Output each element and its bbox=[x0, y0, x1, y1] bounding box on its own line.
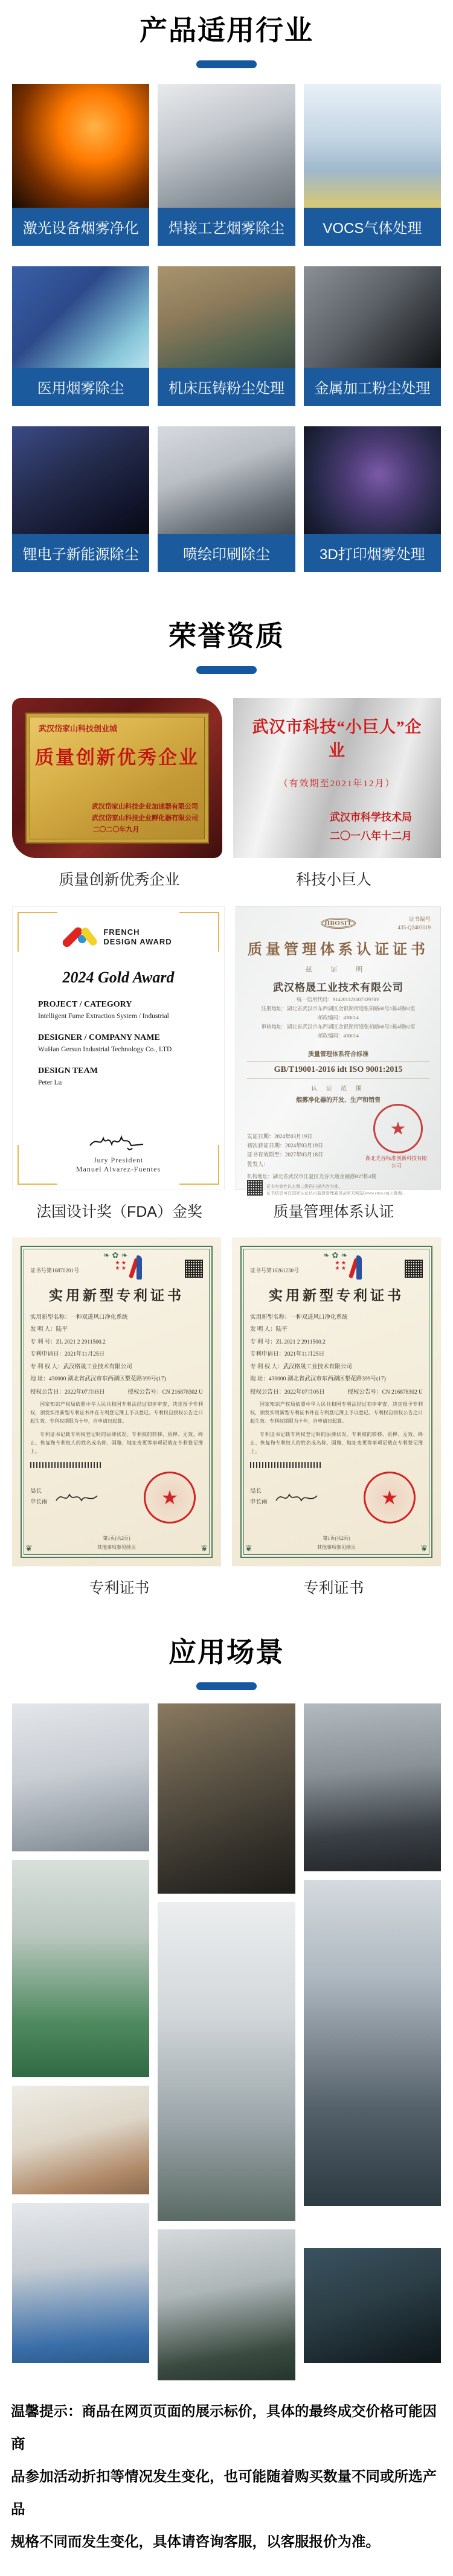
gold-corner-decoration bbox=[179, 912, 219, 952]
patent-title: 实用新型专利证书 bbox=[269, 1288, 404, 1303]
scope-label: 认 证 范 围 bbox=[311, 1086, 365, 1092]
certificate-title: 质量管理体系认证证书 bbox=[248, 942, 429, 958]
caption-row bbox=[0, 1576, 453, 1598]
industries-grid bbox=[0, 68, 453, 572]
patent-certificate-2 bbox=[232, 1237, 441, 1566]
fda-logo-icon bbox=[65, 924, 97, 950]
prove-text: 兹 证 明 bbox=[305, 966, 371, 973]
application-photo-dark-cabinet-conveyor bbox=[304, 2248, 441, 2363]
gold-plate bbox=[25, 713, 209, 844]
page-title-industries: 产品适用行业 bbox=[140, 14, 313, 46]
industry-card bbox=[304, 84, 441, 246]
chief-name: 申长雨 bbox=[250, 1499, 268, 1505]
gold-corner-decoration bbox=[179, 1145, 219, 1185]
certificate-notes: 证书有效性以左侧二维码扫描内容为准。 证书信息可在国家认证认可监督管理委员会官方网站(www.cnca.cn)上查询。 bbox=[266, 1184, 406, 1196]
plaque-row bbox=[0, 698, 453, 858]
field-label: DESIGNER / COMPANY NAME bbox=[38, 1033, 160, 1042]
industry-label: 3D打印烟雾处理 bbox=[304, 534, 441, 572]
caption-row bbox=[0, 868, 453, 889]
continuation-note: 其他事项参见续页 bbox=[97, 1545, 136, 1550]
corner-flourish: ❦ bbox=[420, 1545, 428, 1554]
field-value: Intelligent Fume Extraction System / Industrial bbox=[38, 1013, 169, 1020]
certificate-caption: 法国设计奖（FDA）金奖 bbox=[36, 1203, 202, 1220]
certificate-bottom bbox=[247, 1104, 429, 1169]
ornament-decoration: ❧✿❧ bbox=[103, 1251, 130, 1260]
patent-fields: 实用新型名称：一种双进风口净化系统 发 明 人：陆平 专 利 号：ZL 2021 2 2911500.2 专利申请日：2021年11月25日 专 利 权 人：武汉格晟工业技术有限公司 地 址：430000 湖北省武汉市东西湖区梨花路399号(17) bbox=[250, 1315, 386, 1383]
red-seal-block bbox=[365, 1104, 429, 1169]
fda-logo-text-2: DESIGN AWARD bbox=[103, 937, 172, 946]
application-photo-steel-line-coder bbox=[158, 2229, 295, 2380]
patent-paragraph: 专利证书记载专利权登记时的法律状况。专利权的转移、质押、无效、终止、恢复和专利权人的姓名或名称、国籍、地址变更等事项记载在专利登记簿上。 bbox=[250, 1431, 423, 1454]
application-photo-laser-coder-line bbox=[12, 1703, 149, 1851]
industry-label: VOCS气体处理 bbox=[304, 208, 441, 246]
industry-label: 焊接工艺烟雾除尘 bbox=[158, 208, 295, 246]
page-title-honors: 荣誉资质 bbox=[169, 620, 284, 652]
company-name: 武汉格晟工业技术有限公司 bbox=[273, 982, 403, 993]
industry-card bbox=[158, 266, 295, 406]
designer-company-block bbox=[38, 1033, 172, 1053]
footer-line: 温馨提示：商品在网页页面的展示标价，具体的最终成交价格可能因商 bbox=[11, 2403, 437, 2452]
gold-corner-decoration bbox=[18, 1145, 57, 1185]
title-underline-bar bbox=[196, 666, 257, 674]
standard-value: GB/T19001-2016 idt ISO 9001:2015 bbox=[247, 1062, 429, 1078]
project-category-block bbox=[38, 1000, 169, 1020]
qr-code-icon bbox=[185, 1260, 203, 1278]
quality-management-certificate bbox=[236, 906, 441, 1196]
plaque-header: 武汉岱家山科技创业城 bbox=[39, 724, 118, 733]
plaque-company-1: 武汉岱家山科技企业加速器有限公司 bbox=[92, 803, 198, 810]
design-team-block bbox=[38, 1066, 98, 1086]
chief-signature-block bbox=[30, 1472, 203, 1523]
medical-lab-photo bbox=[12, 266, 149, 368]
application-photo-bottling-warehouse bbox=[12, 2203, 149, 2363]
footer-line: 规格不同而发生变化，具体请咨询客服，以客服报价为准。 bbox=[11, 2534, 380, 2549]
application-photo-green-floor-workshop bbox=[12, 1860, 149, 2077]
section-honors bbox=[0, 606, 453, 1598]
red-seal-icon: ★ bbox=[373, 1104, 423, 1153]
org-address: 机构地址：湖北省武汉市江夏区光谷大道金融港B27栋4楼 bbox=[247, 1173, 376, 1179]
chief-label: 局长 bbox=[250, 1488, 262, 1495]
industry-label: 机床压铸粉尘处理 bbox=[158, 368, 295, 406]
industry-label: 喷绘印刷除尘 bbox=[158, 534, 295, 572]
plaque-issuer: 武汉市科学技术局 bbox=[330, 812, 412, 823]
cnipa-logo-icon: ★ ★ ★ ★ bbox=[114, 1255, 150, 1282]
signature-name: Manuel Alvarez-Fuentes bbox=[76, 1165, 161, 1173]
title-underline-bar bbox=[196, 1682, 257, 1690]
signature-role: Jury President bbox=[93, 1156, 144, 1164]
qr-note-block bbox=[247, 1180, 429, 1197]
steel-award-plaque bbox=[233, 698, 441, 858]
industry-label: 锂电子新能源除尘 bbox=[12, 534, 149, 572]
certificate-caption: 专利证书 bbox=[89, 1580, 150, 1597]
warm-tips-footer bbox=[0, 2380, 453, 2576]
photo-column-1 bbox=[12, 1703, 149, 2380]
plaque-date: 二〇二〇年九月 bbox=[92, 826, 140, 833]
cnipa-logo-icon: ★ ★ ★ ★ bbox=[334, 1255, 370, 1282]
certificate-caption: 质量管理体系认证 bbox=[273, 1203, 394, 1220]
signature-icon bbox=[53, 1488, 101, 1507]
caption-row bbox=[0, 1200, 453, 1222]
laser-cutting-sparks-photo bbox=[12, 84, 149, 208]
patent-paragraph: 国家知识产权局依照中华人民共和国专利法经过初步审查，决定授予专利权，颁发实用新型专利证书并在专利登记簿上予以登记。专利权自授权公告之日起生效。专利权期限为十年，自申请日起算。 bbox=[30, 1401, 203, 1424]
registered-address: 注册地址：湖北省武汉市东西湖区金银湖街道张柏路68号1栋4楼02室 bbox=[261, 1005, 416, 1011]
qr-code-icon bbox=[247, 1180, 263, 1196]
industry-card bbox=[304, 426, 441, 572]
chief-name: 申长雨 bbox=[30, 1499, 48, 1505]
footer-line: 品参加活动折扣等情况发生变化，也可能随着购买数量不同或所选产品 bbox=[11, 2469, 437, 2517]
continuation-note: 其他事项参见续页 bbox=[317, 1545, 356, 1550]
plaque-validity: （有效期至2021年12月） bbox=[278, 779, 396, 789]
signature-icon bbox=[272, 1488, 321, 1507]
page-title-scenarios: 应用场景 bbox=[169, 1636, 284, 1668]
hbosit-logo-icon: HBOSIT bbox=[321, 918, 356, 929]
plaque-title: 武汉市科技“小巨人”企业 bbox=[252, 718, 422, 760]
qr-code-icon bbox=[405, 1260, 423, 1278]
barcode-icon bbox=[250, 1462, 323, 1468]
industry-card bbox=[158, 426, 295, 572]
plaque-title: 质量创新优秀企业 bbox=[35, 747, 199, 768]
industry-card bbox=[158, 84, 295, 246]
lithium-battery-photo bbox=[12, 426, 149, 534]
standard-label: 质量管理体系符合标准 bbox=[308, 1051, 368, 1058]
title-underline-bar bbox=[196, 60, 257, 68]
patent-number: 证书号第16870201号 bbox=[30, 1267, 80, 1274]
industry-label: 金属加工粉尘处理 bbox=[304, 368, 441, 406]
application-photo-plant-pipes-extractor bbox=[304, 1880, 441, 2206]
application-photo-dark-machine-boxes bbox=[158, 1703, 295, 1894]
industry-card bbox=[304, 266, 441, 406]
audit-address: 审核地址：湖北省武汉市东西湖区金银湖街道张柏路68号1栋4楼02室 bbox=[261, 1024, 416, 1030]
page-indicator: 第1页(共2页) bbox=[323, 1536, 350, 1541]
barcode-icon bbox=[30, 1462, 103, 1468]
wood-award-plaque bbox=[12, 698, 222, 858]
industry-card bbox=[12, 266, 149, 406]
national-emblem-seal-icon: ★ bbox=[364, 1472, 416, 1523]
laser-welding-photo bbox=[158, 84, 295, 208]
corner-flourish: ❦ bbox=[245, 1545, 252, 1554]
patent-certificate-1 bbox=[12, 1237, 221, 1566]
fda-logo-text-1: FRENCH bbox=[103, 927, 140, 937]
gold-corner-decoration bbox=[18, 912, 57, 952]
award-title: 2024 Gold Award bbox=[62, 969, 175, 986]
application-photo-conveyor-coding-line bbox=[304, 1703, 441, 1871]
zip-code: 邮政编码：430014 bbox=[317, 1033, 359, 1039]
patent-fields: 实用新型名称：一种双进风口净化系统 发 明 人：陆平 专 利 号：ZL 2021 2 2911500.2 专利申请日：2021年11月25日 专 利 权 人：武汉格晟工业技术有限公司 地 址：430000 湖北省武汉市东西湖区梨花路399号(17) bbox=[30, 1315, 166, 1383]
certificate-number: 证书编号 435-Q2403019 bbox=[397, 916, 431, 931]
corner-flourish: ❦ bbox=[201, 1545, 208, 1554]
industry-card bbox=[12, 84, 149, 246]
grant-dates: 授权公告日：2022年07月05日 授权公告号：CN 216878302 U bbox=[30, 1389, 203, 1395]
grant-dates: 授权公告日：2022年07月05日 授权公告号：CN 216878302 U bbox=[250, 1389, 423, 1395]
zip-code: 邮政编码：430014 bbox=[317, 1014, 359, 1020]
field-label: DESIGN TEAM bbox=[38, 1066, 98, 1075]
field-label: PROJECT / CATEGORY bbox=[38, 1000, 132, 1009]
metal-machining-photo bbox=[304, 266, 441, 368]
chief-signature-block bbox=[250, 1472, 423, 1523]
gas-plant-photo bbox=[304, 84, 441, 208]
national-emblem-seal-icon: ★ bbox=[144, 1472, 196, 1523]
3d-printing-photo bbox=[304, 426, 441, 534]
patent-row bbox=[0, 1237, 453, 1566]
plaque-date: 二〇一八年十二月 bbox=[330, 830, 412, 842]
signature-icon bbox=[85, 1130, 152, 1153]
industry-label: 医用烟雾除尘 bbox=[12, 368, 149, 406]
section-scenarios bbox=[0, 1622, 453, 2380]
field-value: WuHan Gersun Industrial Technology Co., LTD bbox=[38, 1046, 172, 1053]
industry-card bbox=[12, 426, 149, 572]
field-value: Peter Lu bbox=[38, 1079, 62, 1086]
plaque-company-2: 武汉岱家山科技企业孵化器有限公司 bbox=[92, 815, 198, 822]
date-block: 发证日期：2024年03月19日 初次获证日期：2024年03月19日 证书有效期至：2027年03月18日 签发人： bbox=[247, 1133, 324, 1167]
scenario-photo-grid bbox=[0, 1690, 453, 2380]
section-industries bbox=[0, 0, 453, 572]
patent-title: 实用新型专利证书 bbox=[49, 1288, 184, 1303]
certificate-row bbox=[0, 906, 453, 1196]
jury-signature-block bbox=[76, 1130, 161, 1174]
application-photo-ladder-fume-extractor bbox=[158, 1902, 295, 2221]
certificate-caption: 专利证书 bbox=[303, 1580, 364, 1597]
corner-flourish: ❦ bbox=[25, 1545, 33, 1554]
plaque-caption: 质量创新优秀企业 bbox=[59, 871, 180, 888]
photo-column-2 bbox=[158, 1703, 295, 2380]
industry-label: 激光设备烟雾净化 bbox=[12, 208, 149, 246]
page-indicator: 第1页(共2页) bbox=[103, 1536, 130, 1541]
credit-code: 统一信用代码：91420112300732970Y bbox=[297, 996, 380, 1002]
patent-paragraph: 国家知识产权局依照中华人民共和国专利法经过初步审查，决定授予专利权，颁发实用新型专利证书并在专利登记簿上予以登记。专利权自授权公告之日起生效。专利权期限为十年，自申请日起算。 bbox=[250, 1401, 423, 1424]
french-design-award-logo bbox=[65, 924, 172, 950]
chief-label: 局长 bbox=[30, 1488, 42, 1495]
photo-column-3 bbox=[304, 1703, 441, 2380]
die-casting-photo bbox=[158, 266, 295, 368]
patent-number: 证书号第16261230号 bbox=[250, 1267, 300, 1274]
inkjet-printing-photo bbox=[158, 426, 295, 534]
application-photo-cable-arm-carton bbox=[12, 2086, 149, 2194]
seal-company-name: 湖北光谷标准创新科技有限公司 bbox=[365, 1155, 427, 1168]
patent-paragraph: 专利证书记载专利权登记时的法律状况。专利权的转移、质押、无效、终止、恢复和专利权人的姓名或名称、国籍、地址变更等事项记载在专利登记簿上。 bbox=[30, 1431, 203, 1454]
plaque-caption: 科技小巨人 bbox=[295, 871, 371, 888]
french-design-award-certificate bbox=[12, 906, 225, 1190]
scope-value: 烟雾净化器的开发、生产和销售 bbox=[296, 1097, 381, 1104]
ornament-decoration: ❧✿❧ bbox=[323, 1251, 350, 1260]
